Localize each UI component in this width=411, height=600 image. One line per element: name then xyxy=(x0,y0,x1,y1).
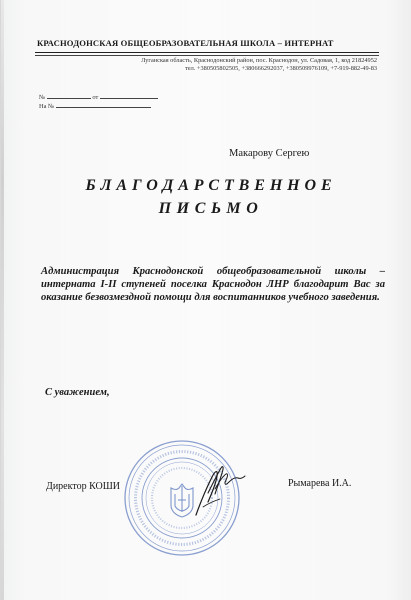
reply-blank xyxy=(56,100,151,108)
letter-title-line-1: БЛАГОДАРСТВЕННОЕ xyxy=(85,177,337,194)
director-position: Директор КОШИ xyxy=(46,481,121,492)
letterhead-rule-thick xyxy=(35,52,379,53)
number-blank xyxy=(47,91,91,99)
school-name: КРАСНОДОНСКАЯ ОБЩЕОБРАЗОВАТЕЛЬНАЯ ШКОЛА – ИНТЕРНАТ xyxy=(37,38,334,48)
handwritten-signature xyxy=(187,449,247,519)
school-address: Луганская область, Краснодонский район, пос. Краснодон, ул. Садовая, 1, код 21824952 xyxy=(141,57,377,64)
incoming-reference xyxy=(39,100,151,110)
closing-phrase: С уважением, xyxy=(45,387,110,398)
letter-body: Администрация Краснодонской общеобразовательной школы – интерната I-II ступеней поселка Краснодон ЛНР благодарит Вас за оказание безвозмездной помощи для воспитанников учебного заведения. xyxy=(41,266,385,304)
school-phones: тел. +380505802505, +380666292037, +380509976109, +7-919-882-49-83 xyxy=(185,65,377,72)
director-name: Рымарева И.А. xyxy=(288,478,352,489)
reply-label: На № xyxy=(39,103,55,110)
number-label: № xyxy=(39,94,46,101)
date-blank xyxy=(100,91,158,99)
letter-title-line-2: ПИСЬМО xyxy=(158,200,264,217)
recipient-name: Макарову Сергею xyxy=(229,148,310,159)
date-separator: от xyxy=(92,94,99,101)
letterhead-rule-thin xyxy=(35,55,379,56)
